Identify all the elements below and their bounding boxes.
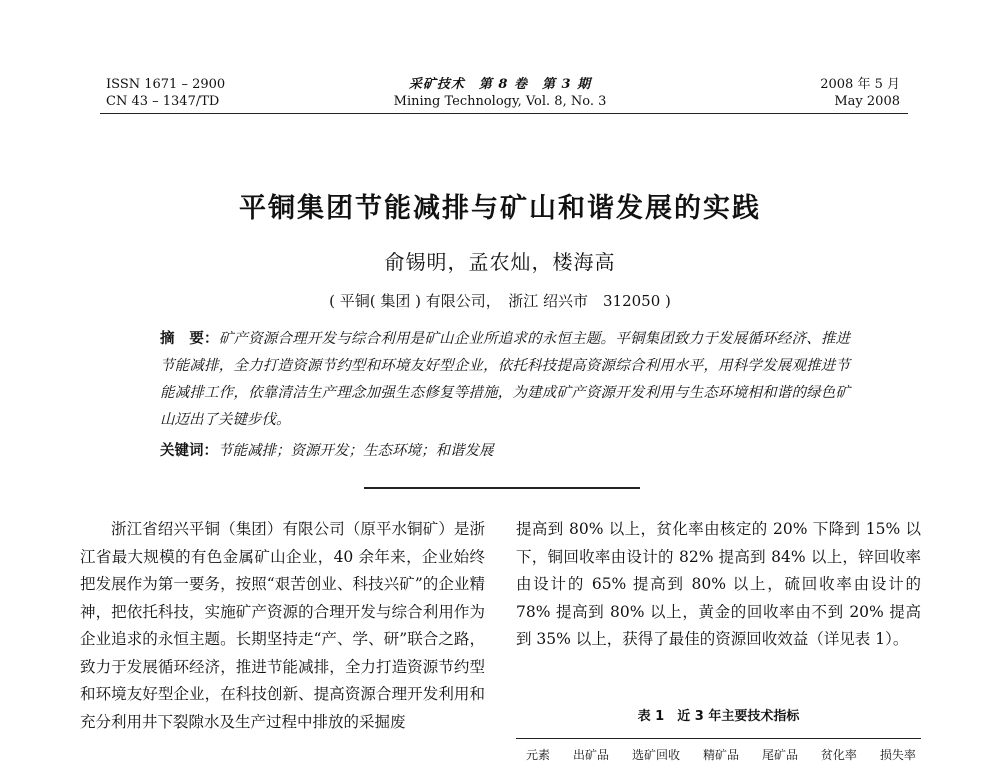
table-caption: 表 1 近 3 年主要技术指标: [637, 709, 800, 724]
table-header-cell: 贫化率: [820, 748, 857, 762]
abstract-text: 矿产资源合理开发与综合利用是矿山企业所追求的永恒主题。平铜集团致力于发展循环经济、推进节能减排，全力打造资源节约型和环境友好型企业，依托科技提高资源综合利用水平，用科学发展观推进节能减排工作，依靠清洁生产理念加强生态修复等措施，为建成矿产资源开发利用与生态环境相和谐的绿色矿山迈出了关键步伐。: [160, 331, 851, 428]
body-paragraph: 提高到 80% 以上，贫化率由核定的 20% 下降到 15% 以下，铜回收率由设计的 82% 提高到 84% 以上，锌回收率由设计的 65% 提高到 80% 以上，硫回收率由设计的 78% 提高到 80% 以上，黄金的回收率由不到 20% 提高到 35% 以上，获得了最佳的资源回收效益（详见表 1）。: [516, 520, 921, 648]
table-header-cell: 元素: [526, 748, 551, 762]
cn-text: CN 43 – 1347/TD: [106, 94, 220, 109]
journal-name-en: Mining Technology, Vol. 8, No. 3: [393, 94, 607, 109]
section-separator: [364, 487, 640, 489]
keywords: [160, 440, 850, 462]
keywords-label: 关键词：: [160, 442, 218, 459]
body-paragraph: 浙江省绍兴平铜（集团）有限公司（原平水铜矿）是浙江省最大规模的有色金属矿山企业，40 余年来，企业始终把发展作为第一要务，按照“艰苦创业、科技兴矿”的企业精神，把依托科技，实施矿产资源的合理开发与综合利用作为企业追求的永恒主题。长期坚持走“产、学、研”联合之路，致力于发展循环经济，推进节能减排，全力打造资源节约型和环境友好型企业，在科技创新、提高资源合理开发利用和充分利用井下裂隙水及生产过程中排放的采掘废: [80, 520, 485, 731]
journal-date-block: [820, 76, 900, 110]
table-header-cell: 选矿回收: [631, 748, 680, 762]
table-header-cell: 尾矿品: [761, 748, 798, 762]
table-header-cell: 精矿品: [702, 748, 739, 762]
abstract: [160, 325, 850, 434]
paper-authors: 俞锡明，孟农灿，楼海高: [384, 250, 616, 274]
issn-text: ISSN 1671 – 2900: [106, 77, 226, 92]
abstract-label: 摘 要：: [160, 330, 219, 347]
paper-affiliation: ( 平铜( 集团 ) 有限公司， 浙江 绍兴市 312050 ): [329, 292, 671, 310]
body-column-left: [80, 516, 485, 736]
body-column-right: [516, 516, 921, 654]
journal-name-cn: 采矿技术 第 8 卷 第 3 期: [408, 77, 592, 92]
date-cn: 2008 年 5 月: [820, 77, 900, 92]
table-header-cell: 出矿品: [572, 748, 609, 762]
table-header-cell: 损失率: [879, 748, 916, 762]
header-rule: [100, 113, 908, 114]
keywords-text: 节能减排；资源开发；生态环境；和谐发展: [218, 443, 494, 459]
table-top-rule: [516, 738, 921, 739]
paper-title: 平铜集团节能减排与矿山和谐发展的实践: [239, 193, 761, 224]
date-en: May 2008: [834, 94, 900, 109]
